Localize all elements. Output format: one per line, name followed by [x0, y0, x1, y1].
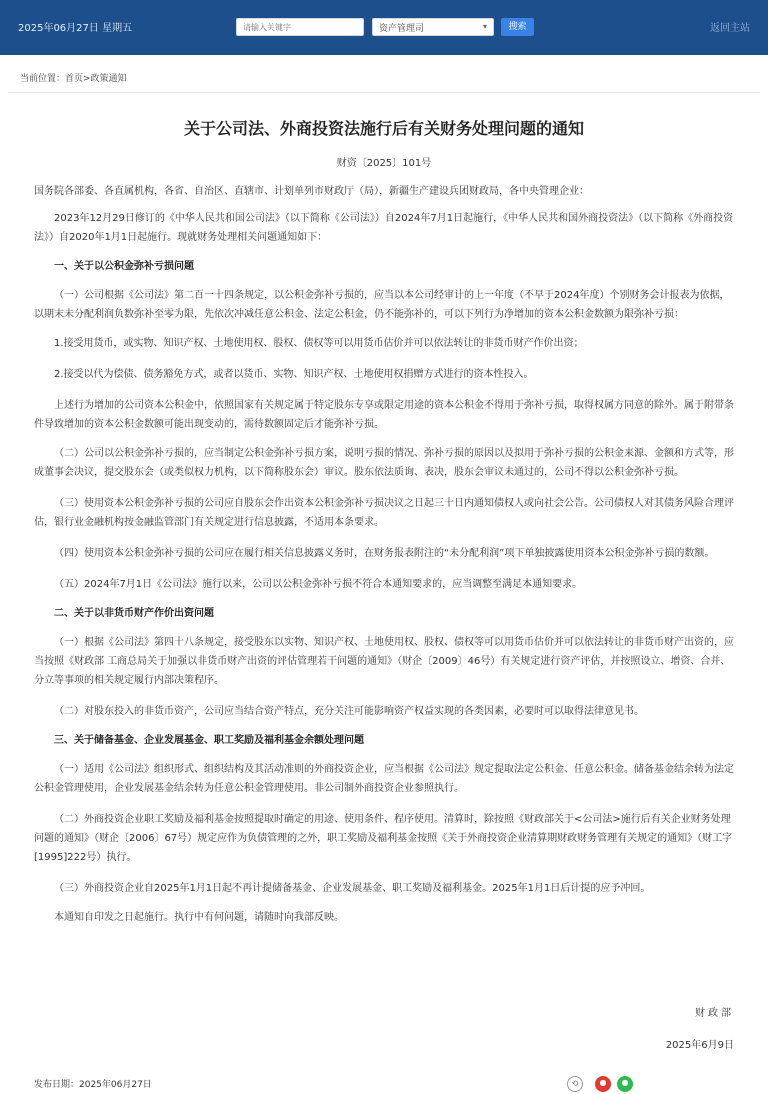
addressee: 国务院各部委、各直属机构，各省、自治区、直辖市、计划单列市财政厅（局），新疆生产建设兵团财政局，各中央管理企业：: [34, 186, 589, 197]
paragraph: （三）使用资本公积金弥补亏损的公司应自股东会作出资本公积金弥补亏损决议之日起三十日内通知债权人或向社会公告。公司债权人对其债务风险合理评估，银行业金融机构按金融监管部门有关规定进行信息披露，不适用本条要求。: [34, 498, 734, 528]
intro-paragraph: 2023年12月29日修订的《中华人民共和国公司法》（以下简称《公司法》）自2024年7月1日起施行，《中华人民共和国外商投资法》（以下简称《外商投资法》）自2020年1月1日起施行。现就财务处理相关问题通知如下：: [34, 213, 734, 243]
paragraph: （一）适用《公司法》组织形式、组织结构及其活动准则的外商投资企业，应当根据《公司法》规定提取法定公积金、任意公积金。储备基金结余转为法定公积金管理使用，企业发展基金结余转为任意公积金管理使用。非公司制外商投资企业参照执行。: [34, 764, 734, 794]
section-heading-2: 二、关于以非货币财产作价出资问题: [54, 608, 214, 619]
header-date: 2025年06月27日 星期五: [18, 23, 133, 34]
document-number: 财资〔2025〕101号: [336, 158, 432, 169]
search-input[interactable]: [236, 18, 364, 36]
paragraph: 2.接受以代为偿债、债务豁免方式，或者以货币、实物、知识产权、土地使用权捐赠方式进行的资本性投入。: [54, 369, 534, 380]
wechat-icon[interactable]: ●: [617, 1076, 633, 1092]
breadcrumb: 当前位置：首页>政策通知: [20, 74, 127, 84]
article-body: [34, 182, 738, 927]
paragraph: （二）对股东投入的非货币资产，公司应当结合资产特点，充分关注可能影响资产权益实现的各类因素，必要时可以取得法律意见书。: [54, 706, 644, 717]
section-heading-1: 一、关于以公积金弥补亏损问题: [54, 261, 194, 272]
share-icon[interactable]: ⟲: [567, 1076, 583, 1092]
top-bar: [0, 0, 768, 55]
paragraph: （四）使用资本公积金弥补亏损的公司应在履行相关信息披露义务时，在财务报表附注的“未分配利润”项下单独披露使用资本公积金弥补亏损的数额。: [54, 548, 715, 559]
paragraph: 上述行为增加的公司资本公积金中，依照国家有关规定属于特定股东专享或限定用途的资本公积金不得用于弥补亏损，取得权属方同意的除外。属于附带条件导致增加的资本公积金数额可能出现变动的，需待数额固定后才能弥补亏损。: [34, 400, 734, 430]
search-button[interactable]: 搜索: [501, 18, 534, 36]
paragraph: （五）2024年7月1日《公司法》施行以来，公司以公积金弥补亏损不符合本通知要求的，应当调整至满足本通知要求。: [54, 579, 583, 590]
publish-date: 发布日期：2025年06月27日: [34, 1080, 152, 1090]
paragraph: （三）外商投资企业自2025年1月1日起不再计提储备基金、企业发展基金、职工奖励及福利基金。2025年1月1日后计提的应予冲回。: [54, 883, 651, 894]
section-heading-3: 三、关于储备基金、企业发展基金、职工奖励及福利基金余额处理问题: [54, 735, 364, 746]
home-link[interactable]: 返回主站: [710, 23, 750, 34]
paragraph: （一）根据《公司法》第四十八条规定，接受股东以实物、知识产权、土地使用权、股权、债权等可以用货币估价并可以依法转让的非货币财产出资的，应当按照《财政部 工商总局关于加强以非货币财产出资的评估管理若干问题的通知》（财企〔2009〕46号）有关规定进行资产评估，并按照设立、增资、合并、分立等事项的相关规定履行内部决策程序。: [34, 637, 734, 686]
paragraph: （一）公司根据《公司法》第二百一十四条规定，以公积金弥补亏损的，应当以本公司经审计的上一年度（不早于2024年度）个别财务会计报表为依据，以期末未分配利润负数弥补至零为限，先依次冲减任意公积金、法定公积金，仍不能弥补的，可以下列行为净增加的资本公积金数额为限弥补亏损：: [34, 290, 730, 320]
paragraph: 1.接受用货币，或实物、知识产权、土地使用权、股权、债权等可以用货币估价并可以依法转让的非货币财产作价出资；: [54, 338, 584, 349]
signature: 财政部: [695, 1008, 734, 1019]
closing-paragraph: 本通知自印发之日起施行。执行中有何问题，请随时向我部反映。: [54, 912, 344, 923]
paragraph: （二）公司以公积金弥补亏损的，应当制定公积金弥补亏损方案，说明亏损的情况、弥补亏损的原因以及拟用于弥补亏损的公积金来源、金额和方式等，形成董事会决议，提交股东会（或类似权力机构，以下简称股东会）审议。股东依法质询、表决，股东会审议未通过的，公司不得以公积金弥补亏损。: [34, 448, 734, 478]
chevron-down-icon: ▾: [482, 22, 487, 31]
paragraph: （二）外商投资企业职工奖励及福利基金按照提取时确定的用途、使用条件、程序使用。清算时，除按照《财政部关于<公司法>施行后有关企业财务处理问题的通知》（财企〔2006〕67号）规定应作为负债管理的之外，职工奖励及福利基金按照《关于外商投资企业清算期财政财务管理有关规定的通知》（财工字[1995]222号）执行。: [34, 814, 733, 863]
weibo-icon[interactable]: ●: [595, 1076, 611, 1092]
article-title: 关于公司法、外商投资法施行后有关财务处理问题的通知: [183, 119, 584, 138]
department-select-value: 资产管理司: [379, 24, 425, 34]
department-select[interactable]: [372, 18, 494, 36]
divider: [8, 92, 760, 93]
signature-date: 2025年6月9日: [665, 1040, 734, 1051]
